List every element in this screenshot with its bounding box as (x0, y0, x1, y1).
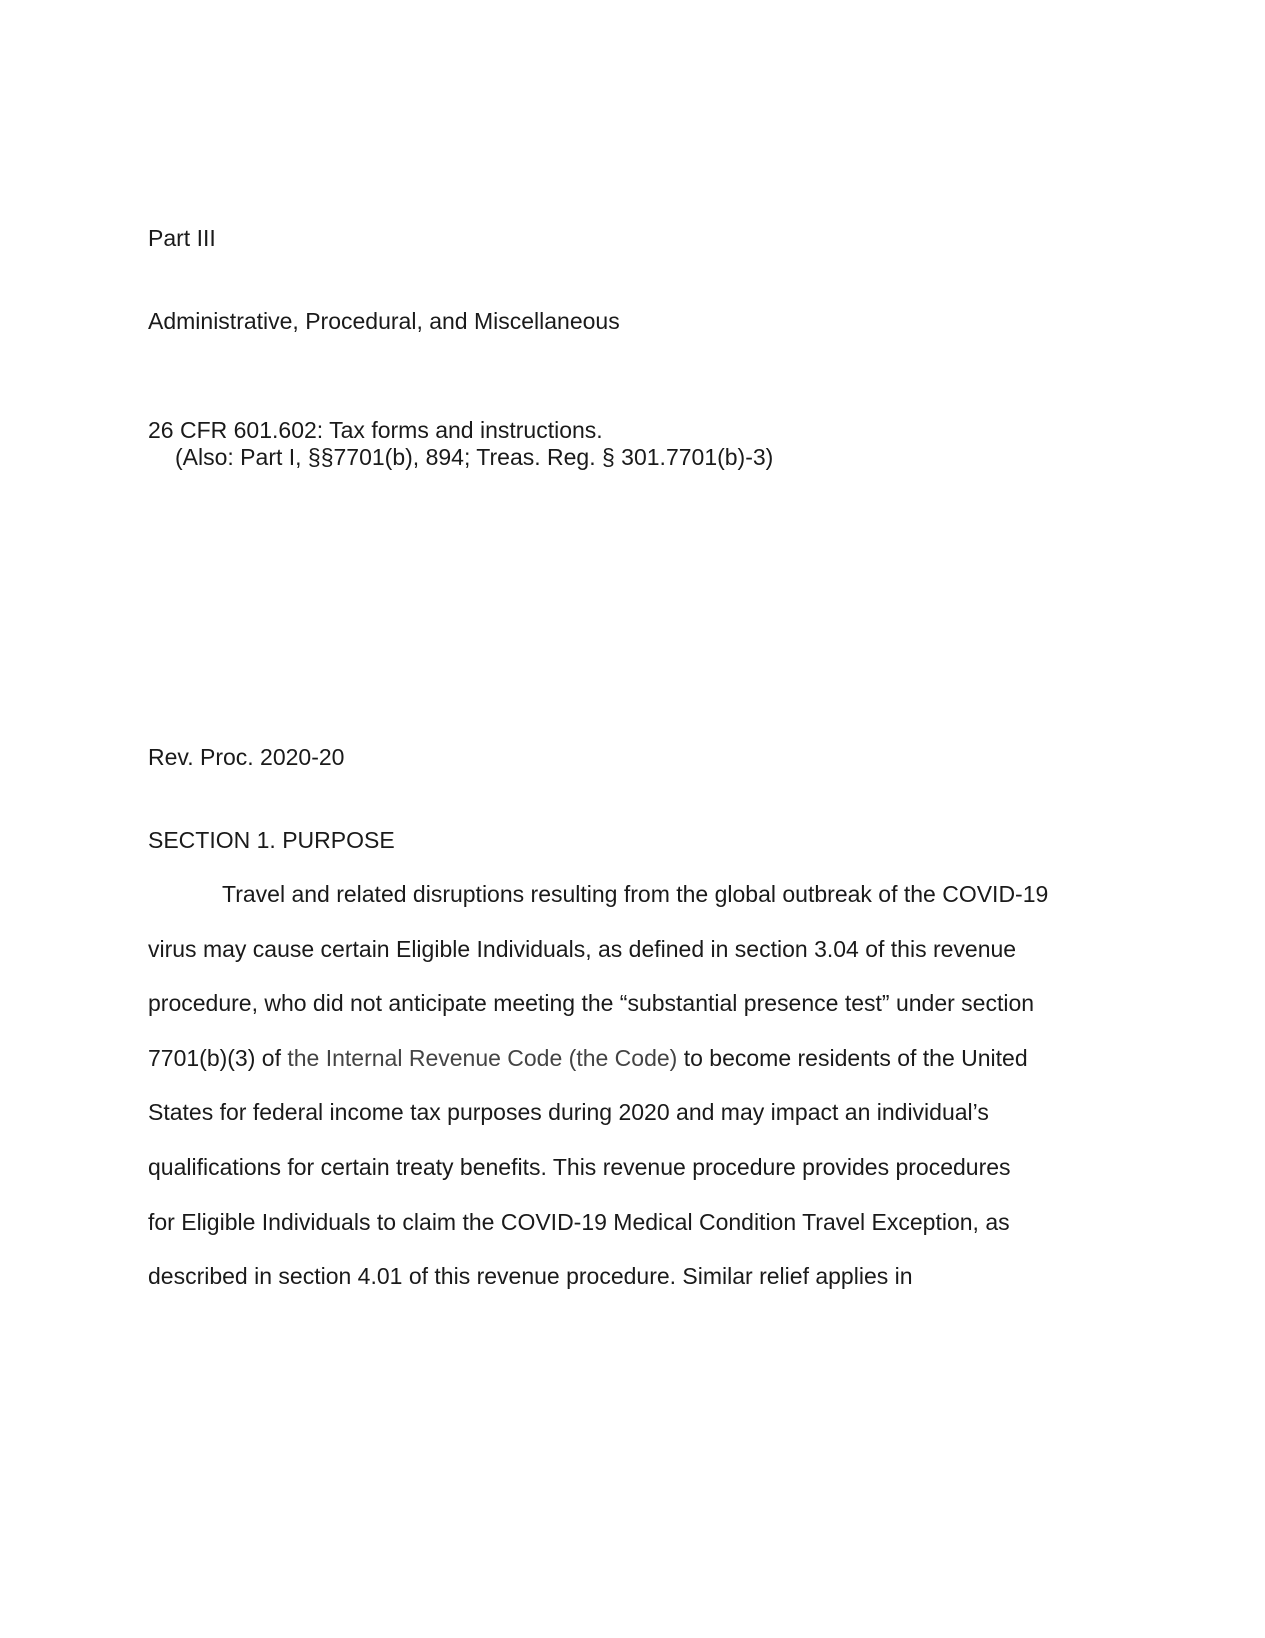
section-heading: SECTION 1. PURPOSE (148, 827, 395, 853)
body-line-5: States for federal income tax purposes during 2020 and may impact an individual’s (148, 1099, 989, 1125)
body-line-4-end: to become residents of the United (677, 1045, 1028, 1071)
body-line-6: qualifications for certain treaty benefits. This revenue procedure provides procedures (148, 1154, 1011, 1180)
body-line-4-start: 7701(b)(3) of (148, 1045, 288, 1071)
body-line-8: described in section 4.01 of this revenue procedure. Similar relief applies in (148, 1263, 913, 1289)
document-id: Rev. Proc. 2020-20 (148, 744, 345, 770)
part-label: Part III (148, 225, 216, 251)
cfr-citation: 26 CFR 601.602: Tax forms and instructions. (148, 417, 603, 443)
body-line-7: for Eligible Individuals to claim the COVID-19 Medical Condition Travel Exception, as (148, 1209, 1010, 1235)
cfr-citation-also: (Also: Part I, §§7701(b), 894; Treas. Reg. § 301.7701(b)-3) (175, 444, 774, 470)
body-line-1: Travel and related disruptions resulting from the global outbreak of the COVID-19 (222, 881, 1049, 907)
category-title: Administrative, Procedural, and Miscellaneous (148, 308, 620, 334)
body-line-3: procedure, who did not anticipate meeting the “substantial presence test” under section (148, 990, 1035, 1016)
body-line-2: virus may cause certain Eligible Individuals, as defined in section 3.04 of this revenue (148, 936, 1017, 962)
code-reference: the Internal Revenue Code (the Code) (287, 1045, 678, 1071)
body-line-4 (148, 1044, 1028, 1072)
